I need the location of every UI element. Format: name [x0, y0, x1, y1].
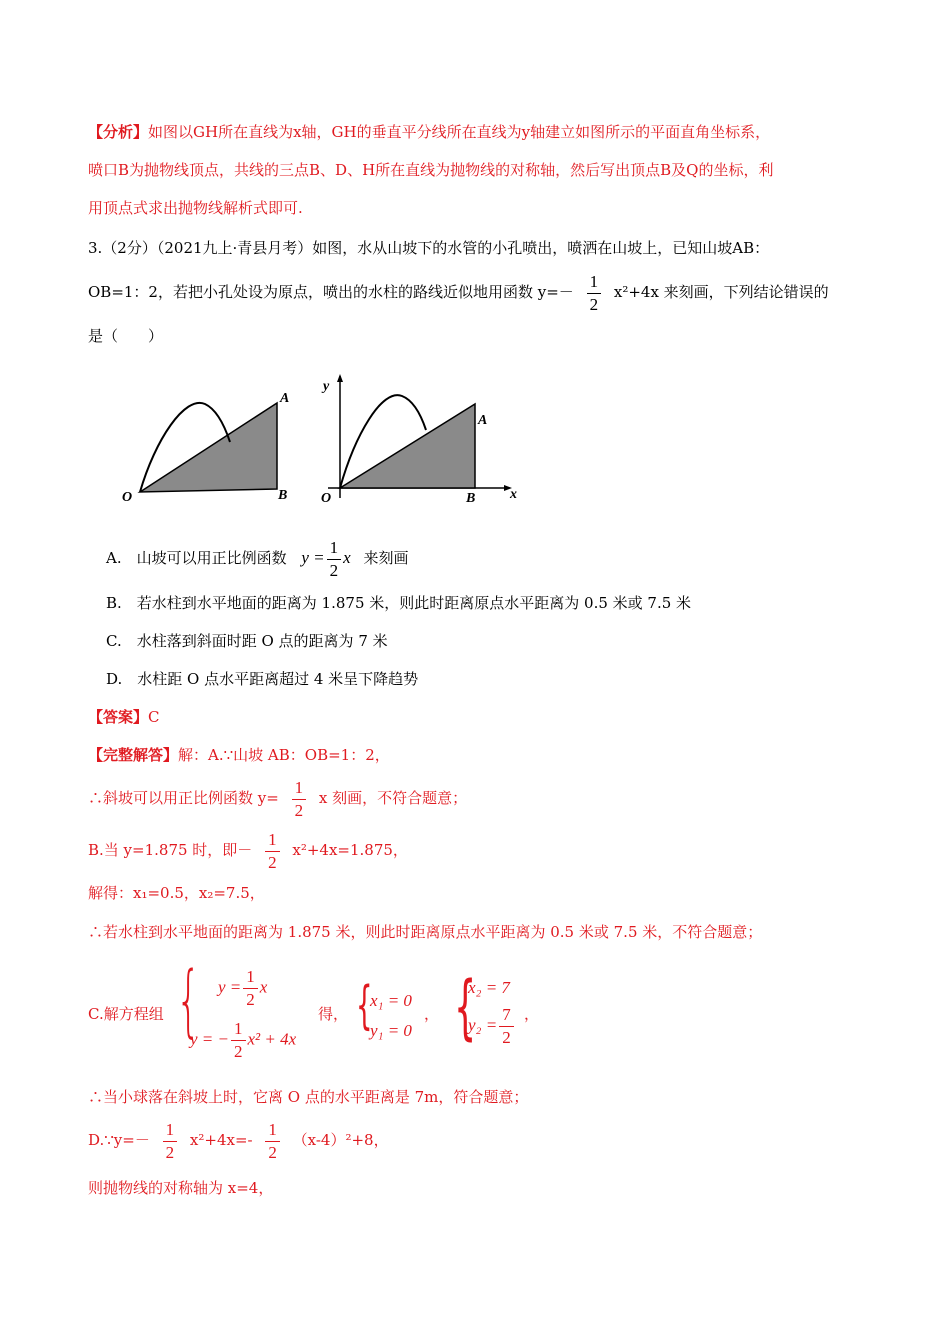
solution-text-3a: B.当 y=1.875 时，即－: [88, 841, 253, 859]
system-eq-2-denominator: 2: [234, 1042, 243, 1061]
system-eq-2-left: y = −: [190, 1029, 229, 1049]
solution-2-brace: {: [454, 966, 477, 1048]
solution-tag: 【完整解答】: [88, 746, 179, 764]
left-label-a: A: [280, 391, 290, 406]
solution-text-3b: x²+4x=1.875，: [292, 841, 408, 859]
left-label-o: O: [122, 490, 133, 505]
solution-1-y: y₁ = 0: [370, 1021, 412, 1040]
solution-2-x: x₂ = 7: [468, 978, 510, 997]
solution-3-denominator: 2: [268, 852, 277, 872]
system-eq-1: [218, 966, 267, 1011]
option-d: D. 水柱距 O 点水平距离超过 4 米呈下降趋势: [106, 670, 419, 688]
solution-text-1: 解：A.∵山坡 AB：OB=1：2，: [178, 746, 390, 764]
system-left-brace: {: [176, 956, 201, 1046]
solution-2-numerator: 1: [294, 777, 304, 797]
analysis-line-1: [88, 122, 770, 142]
option-a-tail: 来刻画: [363, 549, 409, 567]
solution-line-2: [88, 776, 467, 822]
solution-de: 得，: [318, 1005, 349, 1023]
option-a: [106, 536, 409, 582]
solution-fraction-2: [292, 777, 307, 822]
system-eq-2-fraction: [231, 1018, 246, 1063]
question-text-2a: OB=1：2，若把小孔处设为原点，喷出的水柱的路线近似地用函数 y=－: [88, 283, 574, 301]
solution-1-brace: {: [356, 976, 373, 1036]
analysis-tag: 【分析】: [88, 123, 149, 141]
comma-1: ，: [424, 1005, 440, 1023]
analysis-text-1: 如图以GH所在直线为x轴，GH的垂直平分线所在直线为y轴建立如图所示的平面直角坐标系，: [148, 123, 771, 141]
answer-tag: 【答案】: [88, 708, 149, 726]
system-eq-2-right: x² + 4x: [247, 1029, 297, 1049]
question-figure: [110, 370, 540, 510]
solution-text-2b: x 刻画，不符合题意；: [318, 789, 468, 807]
solution-2-y-fraction: [499, 1004, 514, 1049]
solution-fraction-8b: [265, 1119, 280, 1164]
y-axis-arrow: [337, 374, 343, 382]
option-a-denominator: 2: [329, 560, 339, 580]
solution-text-8b: x²+4x=-: [189, 1131, 253, 1149]
option-a-text: A. 山坡可以用正比例函数: [106, 549, 287, 567]
option-c: C. 水柱落到斜面时距 O 点的距离为 7 米: [106, 632, 388, 650]
solution-8b-numerator: 1: [268, 1119, 277, 1139]
right-label-b: B: [466, 491, 476, 506]
solution-line-6-label: C.解方程组: [88, 1005, 164, 1023]
solution-line-5: ∴若水柱到水平地面的距离为 1.875 米，则此时距离原点水平距离为 0.5 米或 7.5 米，不符合题意；: [88, 923, 763, 941]
answer-value: C: [148, 708, 160, 726]
question-text-2b: x²+4x 来刻画，下列结论错误的: [613, 283, 829, 301]
solution-line-8: [88, 1118, 389, 1164]
system-eq-1-denominator: 2: [246, 990, 255, 1009]
left-diagram: [122, 391, 289, 505]
solution-3-numerator: 1: [268, 829, 277, 849]
system-eq-1-left: y =: [218, 977, 242, 997]
solution-line-9: 则抛物线的对称轴为 x=4，: [88, 1179, 274, 1197]
option-a-eq: y =: [301, 548, 325, 567]
solution-fraction-8a: [163, 1119, 178, 1164]
right-label-x: x: [510, 487, 517, 502]
solution-text-8c: （x-4）²+8，: [292, 1131, 389, 1149]
system-eq-1-fraction: [243, 966, 258, 1011]
solution-8a-denominator: 2: [165, 1142, 175, 1162]
fraction-numerator: 1: [589, 271, 599, 291]
solution-2-y-denominator: 2: [502, 1028, 511, 1047]
solution-1-set: [370, 986, 412, 1046]
system-eq-2-numerator: 1: [234, 1019, 243, 1038]
right-label-o: O: [321, 491, 332, 506]
right-label-y: y: [323, 379, 330, 394]
left-label-b: B: [278, 488, 288, 503]
solution-1-x: x₁ = 0: [370, 991, 412, 1010]
solution-line-7: ∴当小球落在斜坡上时，它离 O 点的水平距离是 7m，符合题意；: [88, 1088, 529, 1106]
option-a-var: x: [343, 548, 351, 567]
fraction-denominator: 2: [589, 294, 599, 314]
option-a-numerator: 1: [329, 537, 339, 557]
solution-2-y: [468, 1004, 516, 1049]
solution-text-8a: D.∵y=－: [88, 1131, 150, 1149]
comma-2: ，: [524, 1005, 540, 1023]
solution-line-1: [88, 745, 390, 765]
question-line-3: 是（ ）: [88, 327, 164, 345]
system-eq-1-numerator: 1: [246, 967, 255, 986]
system-eq-1-right: x: [259, 977, 268, 997]
solution-2-denominator: 2: [294, 800, 304, 820]
left-slope-triangle: [140, 403, 277, 492]
question-fraction: [587, 271, 602, 316]
solution-line-3: [88, 828, 408, 874]
solution-2-set: [468, 976, 516, 1049]
solution-text-2a: ∴斜坡可以用正比例函数 y=: [88, 789, 279, 807]
solution-fraction-3: [265, 829, 280, 874]
analysis-line-2: 喷口B为抛物线顶点，共线的三点B、D、H所在直线为抛物线的对称轴，然后写出顶点B及Q的坐标，利: [88, 161, 774, 179]
solution-2-y-numerator: 7: [502, 1005, 511, 1024]
solution-8a-numerator: 1: [165, 1119, 175, 1139]
system-eq-2: [190, 1018, 296, 1063]
analysis-line-3: 用顶点式求出抛物线解析式即可.: [88, 199, 303, 217]
right-diagram: [321, 374, 517, 506]
solution-line-4: 解得：x₁=0.5，x₂=7.5，: [88, 884, 265, 902]
right-slope-triangle: [340, 404, 475, 488]
question-line-2: [88, 270, 829, 316]
answer-line: [88, 707, 160, 727]
solution-8b-denominator: 2: [268, 1142, 277, 1162]
right-label-a: A: [478, 413, 488, 428]
solution-2-y-left: y₂ =: [468, 1015, 498, 1035]
option-a-fraction: [327, 537, 342, 582]
option-b: B. 若水柱到水平地面的距离为 1.875 米，则此时距离原点水平距离为 0.5 米或 7.5 米: [106, 594, 692, 612]
question-line-1: 3.（2分）（2021九上·青县月考）如图，水从山坡下的水管的小孔喷出，喷洒在山坡上，已知山坡AB：: [88, 239, 770, 257]
